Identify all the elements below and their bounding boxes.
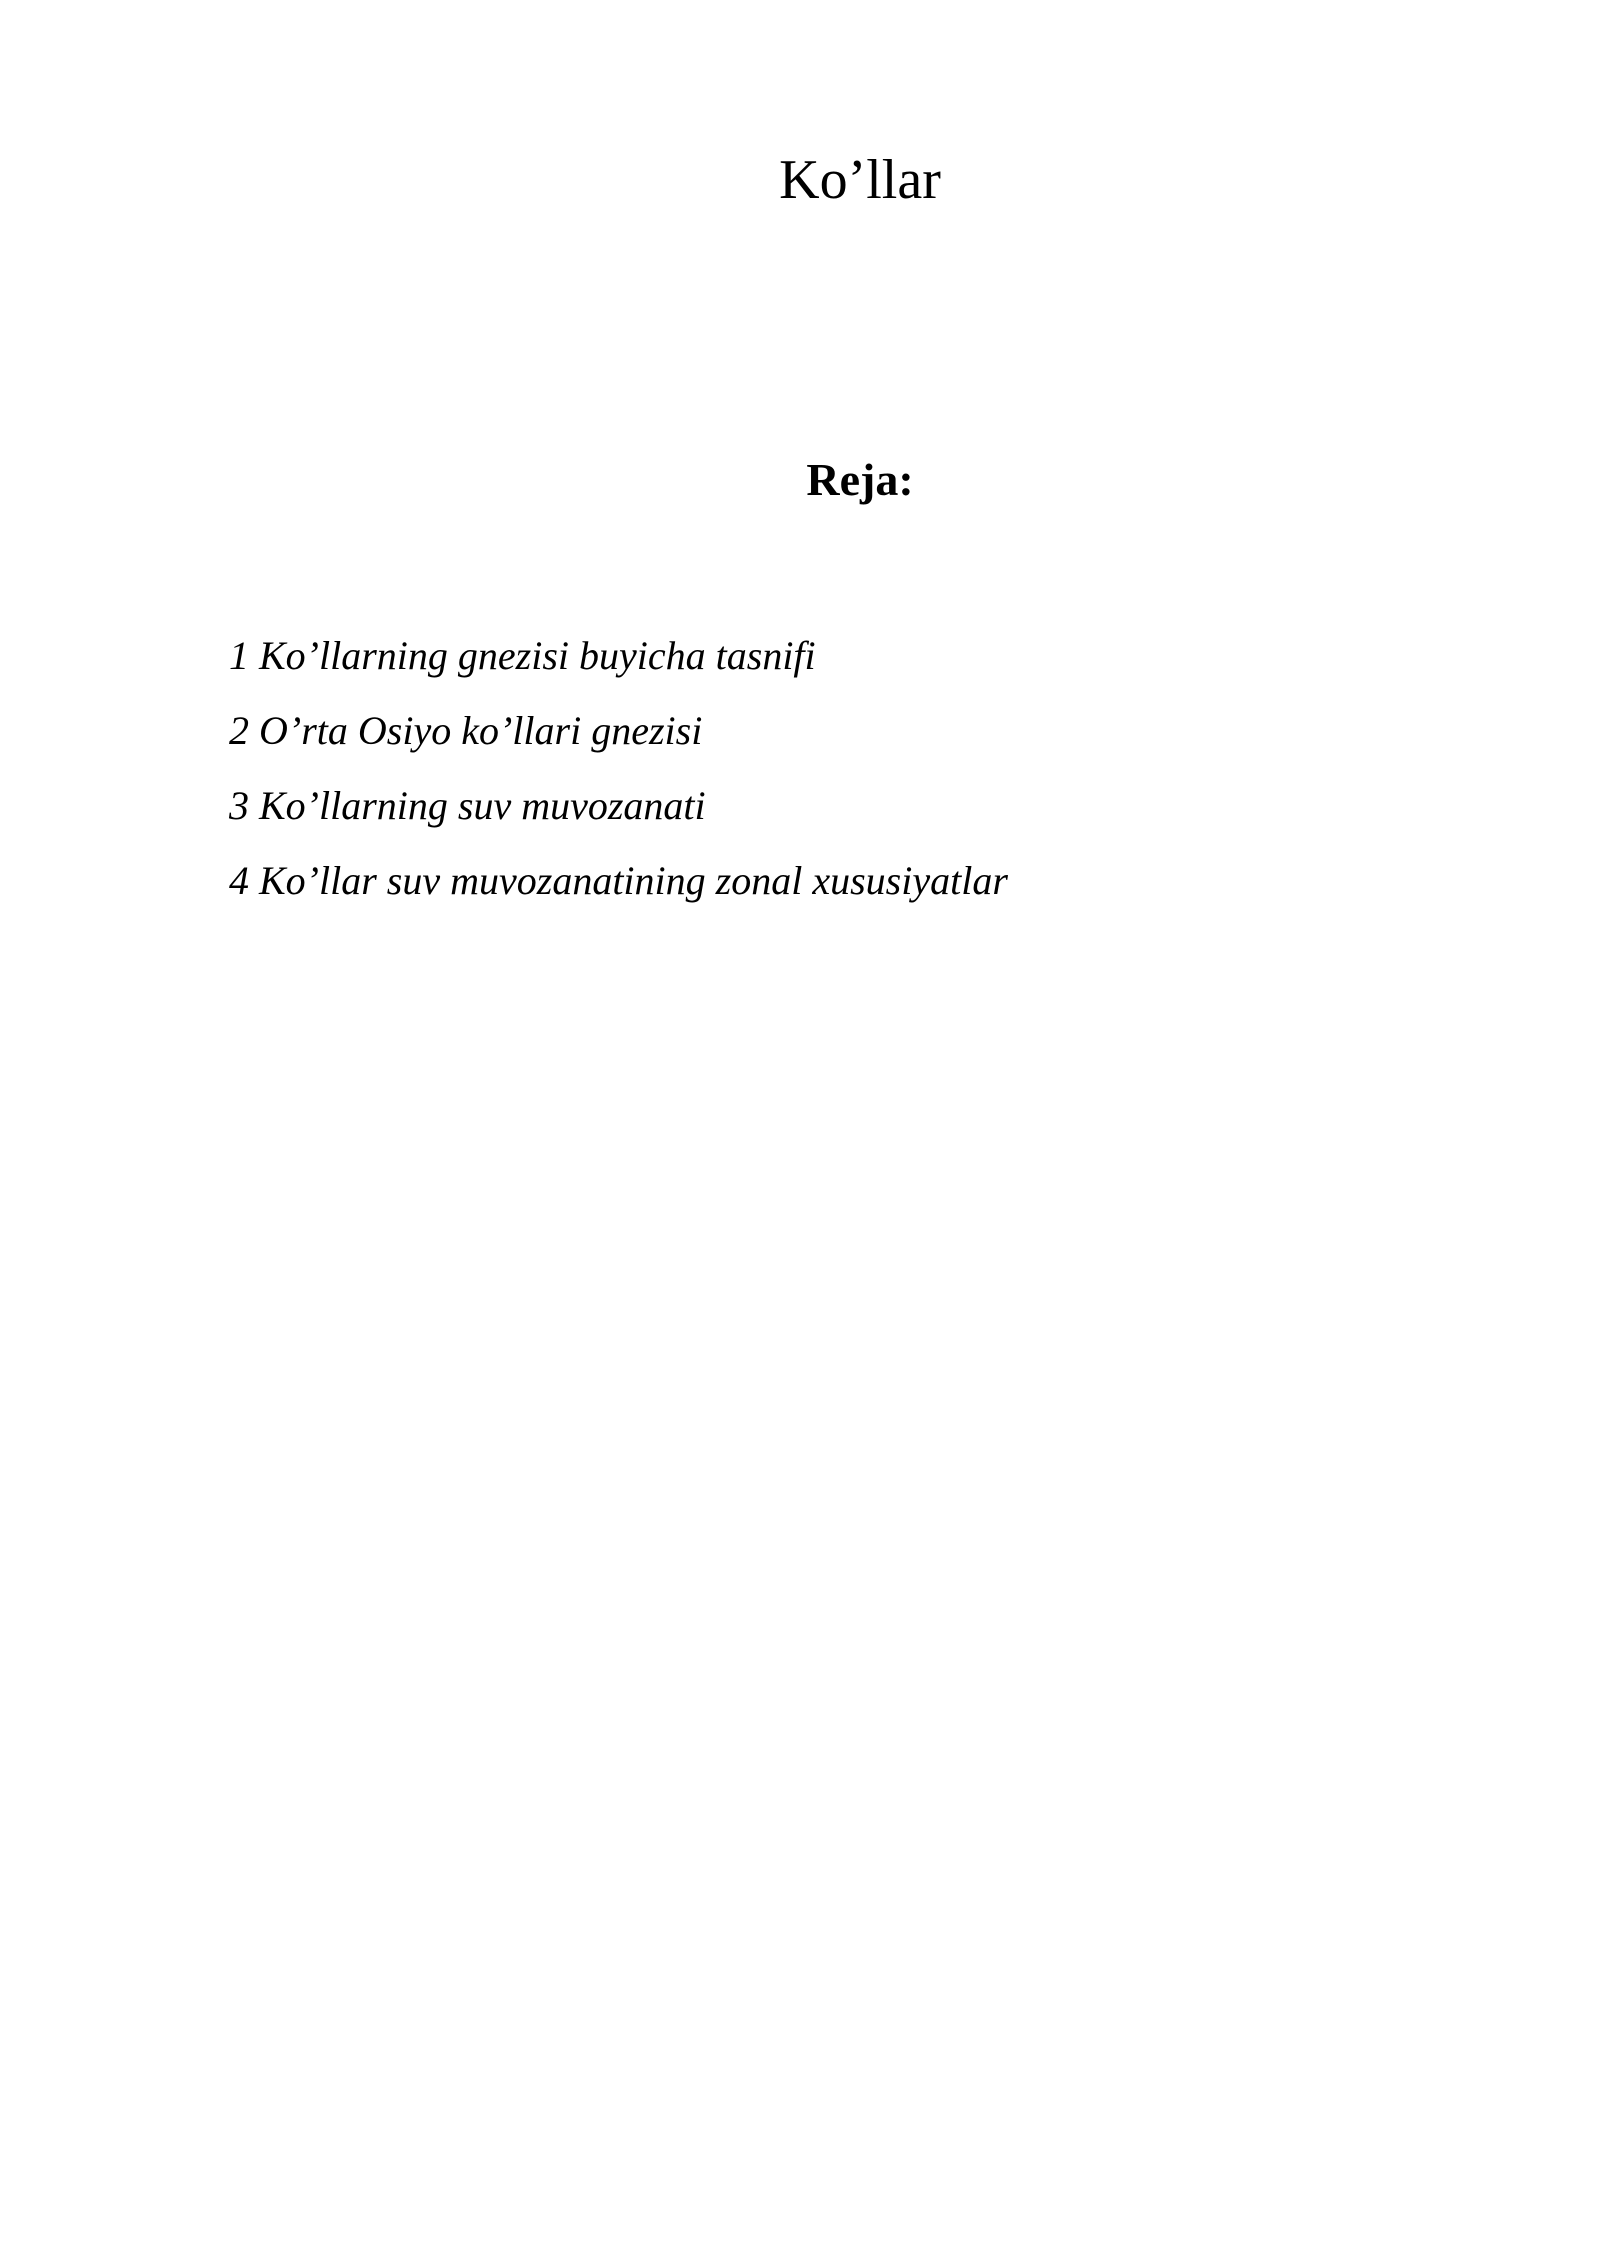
plan-item-3: 3 Ko’llarning suv muvozanati [229,783,706,828]
plan-item-4: 4 Ko’llar suv muvozanatining zonal xususiyatlar [229,858,1008,903]
plan-item-1: 1 Ko’llarning gnezisi buyicha tasnifi [229,633,816,678]
plan-list [229,618,1008,918]
plan-item-2: 2 O’rta Osiyo ko’llari gnezisi [229,708,703,753]
document-title: Ko’llar [779,149,941,211]
plan-heading: Reja: [806,454,914,505]
